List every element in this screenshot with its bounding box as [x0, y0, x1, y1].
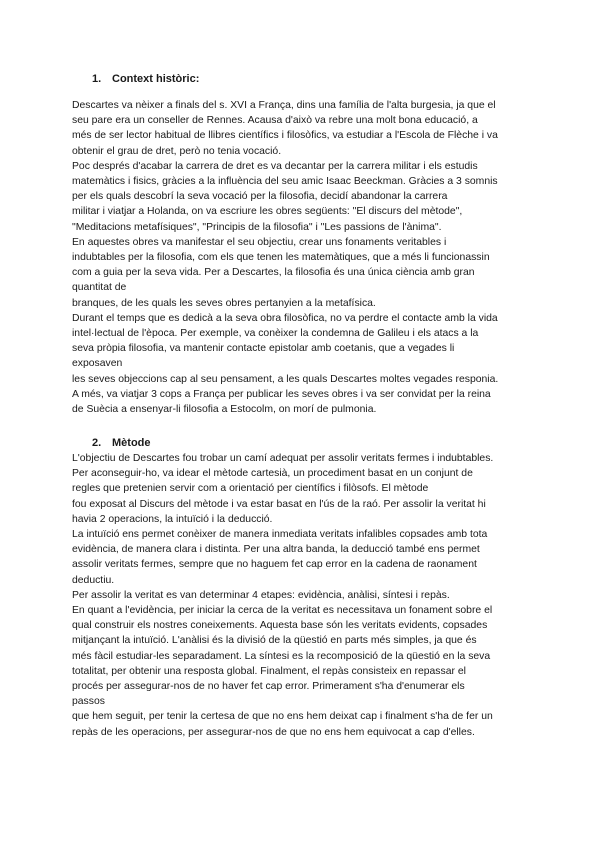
body-text-line: En quant a l'evidència, per iniciar la cerca de la veritat es necessitava un fonament sobre el — [72, 605, 493, 617]
body-text-line: seva pròpia filosofia, va mantenir contacte epistolar amb coetanis, que a vegades li — [72, 343, 455, 355]
body-text-line: fou exposat al Discurs del mètode i va estar basat en l'ús de la raó. Per assolir la veritat hi — [72, 498, 486, 510]
body-text-line: les seves objeccions cap al seu pensament, a les quals Descartes moltes vegades responia. — [72, 373, 499, 385]
body-text-line: deductiu. — [72, 574, 115, 586]
section-2-number: 2. — [92, 437, 102, 449]
section-2-body — [72, 451, 542, 740]
body-text-line: de Suècia a ensenyar-li filosofia a Estocolm, on morí de pulmonia. — [72, 404, 377, 416]
section-1-body — [72, 98, 542, 417]
section-1-title: Context històric: — [112, 73, 200, 85]
section-2-heading — [92, 436, 151, 450]
body-text-line: més fàcil estudiar-les separadament. La síntesi es la recomposició de la qüestió en la seva — [72, 650, 491, 662]
body-text-line: que hem seguit, per tenir la certesa de que no ens hem deixat cap i finalment s'ha de fer un — [72, 711, 493, 723]
body-text-line: exposaven — [72, 358, 123, 370]
body-text-line: Per assolir la veritat es van determinar 4 etapes: evidència, anàlisi, síntesi i repàs. — [72, 589, 450, 601]
section-2-title: Mètode — [112, 437, 151, 449]
body-text-line: intel·lectual de l'època. Per exemple, va conèixer la condemna de Galileu i els atacs a la — [72, 328, 479, 340]
body-text-line: Durant el temps que es dedicà a la seva obra filosòfica, no va perdre el contacte amb la vida — [72, 312, 498, 324]
body-text-line: Poc després d'acabar la carrera de dret es va decantar per la carrera militar i els estudis — [72, 160, 478, 172]
body-text-line: per els quals descobrí la seva vocació per la filosofia, decidí abandonar la carrera — [72, 191, 448, 203]
body-text-line: branques, de les quals les seves obres pertanyien a la metafísica. — [72, 297, 376, 309]
body-text-line: militar i viatjar a Holanda, on va escriure les obres següents: "El discurs del mètode", — [72, 206, 463, 218]
body-text-line: evidència, de manera clara i distinta. Per una altra banda, la deducció també ens permet — [72, 544, 480, 556]
body-text-line: matemàtics i fisics, gràcies a la influència del seu amic Isaac Beeckman. Gràcies a 3 somnis — [72, 176, 498, 188]
body-text-line: qual construir els nostres coneixements. Aquesta base són les veritats evidents, copsades — [72, 620, 488, 632]
body-text-line: repàs de les operacions, per assegurar-nos de que no ens hem equivocat a cap d'elles. — [72, 726, 475, 738]
body-text-line: obtenir el grau de dret, però no tenia vocació. — [72, 145, 282, 157]
body-text-line: A més, va viatjar 3 cops a França per publicar les seves obres i va ser convidat per la reina — [72, 388, 491, 400]
body-text-line: mitjançant la intuïció. L'anàlisi és la divisió de la qüestió en parts més simples, ja que és — [72, 635, 477, 647]
body-text-line: seu pare era un conseller de Rennes. Acausa d'això va rebre una molt bona educació, a — [72, 115, 478, 127]
section-1-number: 1. — [92, 73, 102, 85]
body-text-line: assolir veritats fermes, sempre que no haguem fet cap error en la cadena de raonament — [72, 559, 477, 571]
body-text-line: L'objectiu de Descartes fou trobar un camí adequat per assolir veritats fermes i indubtables. — [72, 453, 494, 464]
body-text-line: més de ser lector habitual de llibres científics i filosòfics, va estudiar a l'Escola de Flèche i va — [72, 130, 498, 142]
body-text-line: "Meditacions metafísiques", "Principis de la filosofia" i "Les passions de l'ànima". — [72, 221, 442, 233]
body-text-line: com a guia per la seva vida. Per a Descartes, la filosofia és una única ciència amb gran — [72, 267, 475, 279]
body-text-line: indubtables per la filosofia, com els que tenen les matemàtiques, que a més li funcionassin — [72, 252, 490, 264]
body-text-line: regles que pretenien servir com a orientació per científics i filòsofs. El mètode — [72, 483, 429, 495]
body-text-line: quantitat de — [72, 282, 127, 294]
body-text-line: Per aconseguir-ho, va idear el mètode cartesià, un procediment basat en un conjunt de — [72, 468, 473, 480]
body-text-line: passos — [72, 696, 105, 708]
body-text-line: havia 2 operacions, la intuïció i la deducció. — [72, 513, 273, 525]
body-text-line: En aquestes obres va manifestar el seu objectiu, crear uns fonaments veritables i — [72, 236, 447, 248]
body-text-line: totalitat, per obtenir una resposta global. Finalment, el repàs consisteix en repassar el — [72, 665, 466, 677]
body-text-line: procés per assegurar-nos de no haver fet cap error. Primerament s'ha d'enumerar els — [72, 681, 465, 693]
section-1-heading — [92, 72, 199, 86]
body-text-line: La intuïció ens permet conèixer de manera inmediata veritats infalibles copsades amb tota — [72, 529, 488, 541]
body-text-line: Descartes va nèixer a finals del s. XVI a França, dins una família de l'alta burgesia, ja que el — [72, 100, 496, 111]
